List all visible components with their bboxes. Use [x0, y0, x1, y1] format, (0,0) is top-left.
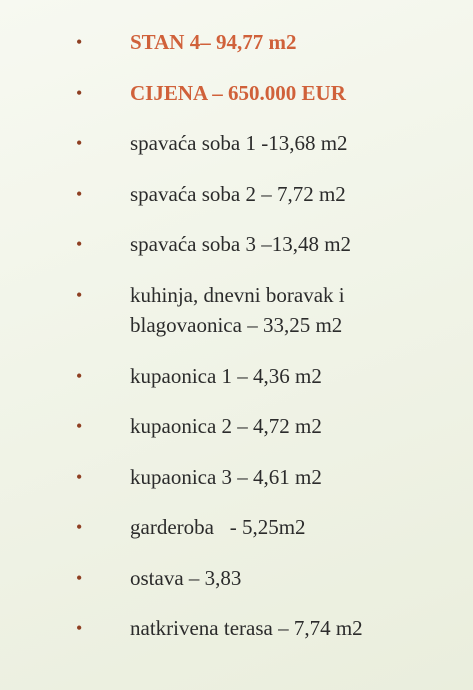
bullet-icon: • [76, 82, 83, 103]
wardrobe-text: garderoba - 5,25m2 [130, 515, 306, 539]
list-item-covered-terrace [0, 613, 473, 643]
bedroom-3-text: spavaća soba 3 –13,48 m2 [130, 232, 352, 256]
bathroom-1-text: kupaonica 1 – 4,36 m2 [130, 363, 322, 388]
list-item-bathroom-3 [0, 462, 473, 492]
bullet-icon: • [76, 365, 83, 386]
list-item-price [0, 78, 473, 108]
apartment-size-text: STAN 4– 94,77 m2 [130, 30, 297, 54]
bedroom-2-text: spavaća soba 2 – 7,72 m2 [130, 181, 346, 206]
kitchen-living-line-1: kuhinja, dnevni boravak i [130, 282, 345, 307]
bullet-icon: • [76, 133, 83, 153]
list-item-bathroom-2 [0, 411, 473, 441]
bullet-icon: • [76, 234, 83, 254]
bullet-icon: • [76, 32, 83, 52]
list-item-bathroom-1 [0, 361, 473, 391]
covered-terrace-text: natkrivena terasa – 7,74 m2 [130, 616, 363, 640]
list-item-bedroom-1 [0, 128, 473, 158]
price-text: CIJENA – 650.000 EUR [130, 80, 346, 105]
apartment-spec-list [0, 27, 473, 664]
bullet-icon: • [76, 567, 83, 588]
bedroom-1-text: spavaća soba 1 -13,68 m2 [130, 131, 348, 155]
list-item-apartment-size [0, 27, 473, 57]
bathroom-2-text: kupaonica 2 – 4,72 m2 [130, 414, 322, 438]
list-item-wardrobe [0, 512, 473, 542]
storage-text: ostava – 3,83 [130, 565, 242, 590]
list-item-bedroom-2 [0, 179, 473, 209]
bathroom-3-text: kupaonica 3 – 4,61 m2 [130, 464, 322, 489]
bullet-icon: • [76, 416, 83, 436]
list-item-kitchen-living-dining [0, 280, 473, 340]
kitchen-living-line-2: blagovaonica – 33,25 m2 [130, 312, 343, 337]
bullet-icon: • [76, 466, 83, 487]
list-item-storage [0, 563, 473, 593]
bullet-icon: • [76, 517, 83, 537]
bullet-icon: • [76, 618, 83, 638]
bullet-icon: • [76, 183, 83, 204]
bullet-icon: • [76, 284, 83, 305]
list-item-bedroom-3 [0, 229, 473, 259]
